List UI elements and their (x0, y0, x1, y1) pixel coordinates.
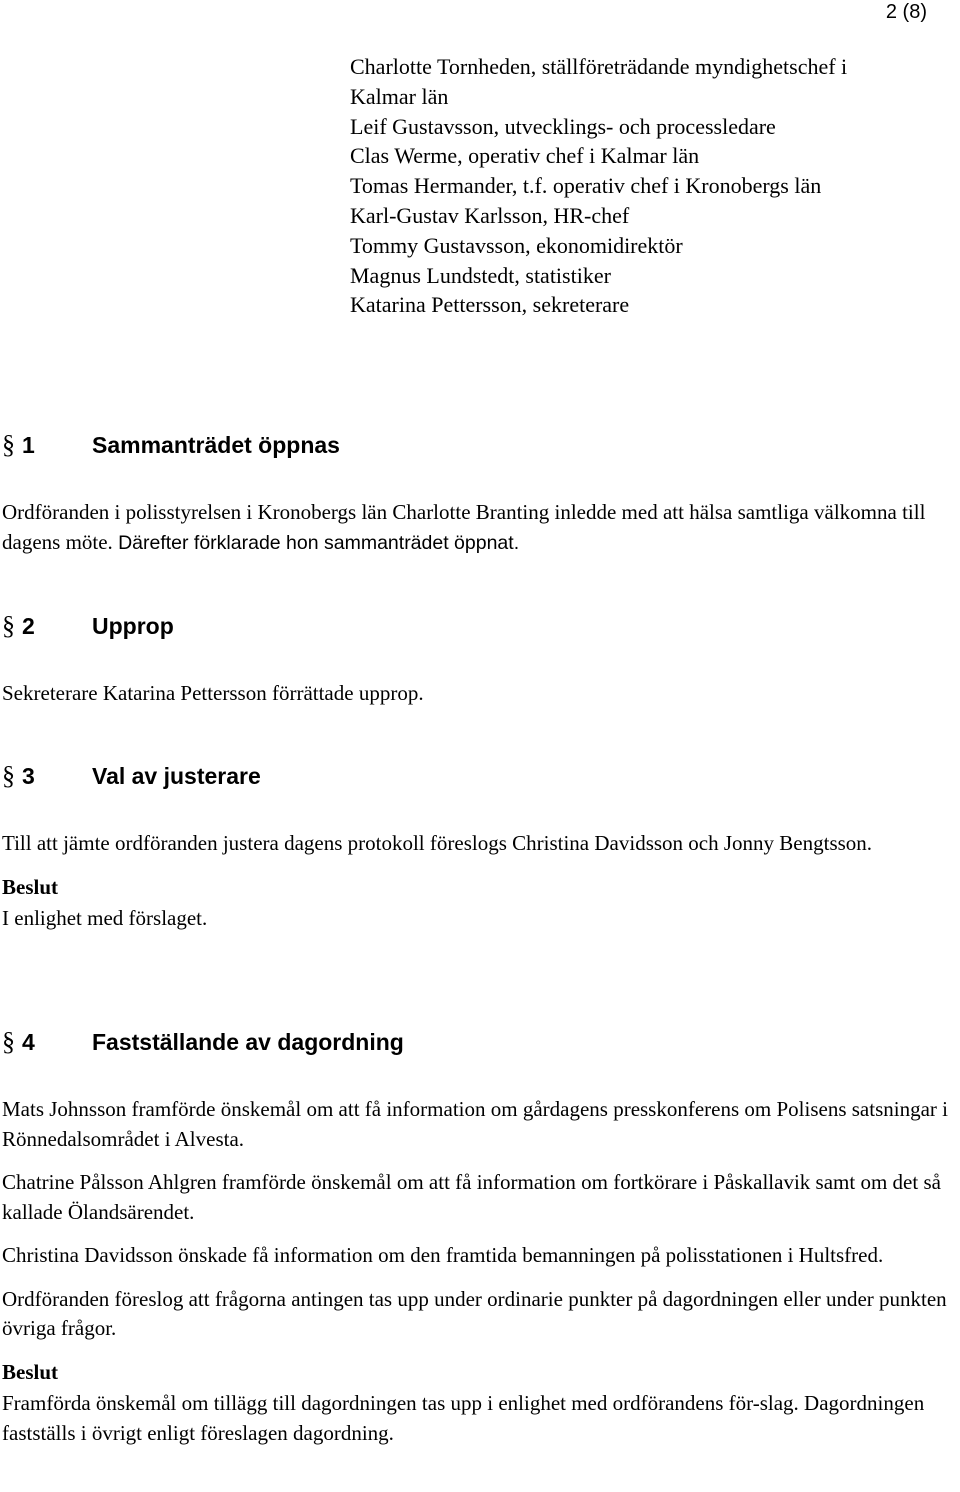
section-title: Upprop (92, 612, 174, 639)
section-heading (2, 611, 957, 641)
attendee-line: Clas Werme, operativ chef i Kalmar län (350, 143, 700, 169)
section-number: 2 (22, 612, 35, 639)
section-4 (2, 1027, 957, 1448)
attendee-list (350, 52, 950, 320)
paragraph-text: Ordföranden i polisstyrelsen i Kronobergs län Charlotte Branting inledde med att hälsa samtliga välkomna till dagens möte. (2, 500, 926, 554)
section-paragraph: Ordföranden föreslog att frågorna antingen tas upp under ordinarie punkter på dagordningen eller under punkten övriga frågor. (2, 1286, 947, 1340)
section-2 (2, 611, 957, 709)
section-paragraph: Christina Davidsson önskade få information om den framtida bemanningen på polisstationen i Hultsfred. (2, 1243, 884, 1267)
section-3 (2, 761, 957, 934)
section-title: Sammanträdet öppnas (92, 431, 340, 458)
section-symbol: § (2, 430, 15, 459)
section-paragraph: Chatrine Pålsson Ahlgren framförde önskemål om att få information om fortkörare i Påskallavik samt om det så kallade Ölandsärendet. (2, 1170, 941, 1224)
beslut-label: Beslut (2, 874, 59, 899)
beslut-label: Beslut (2, 1359, 59, 1384)
section-paragraph: Mats Johnsson framförde önskemål om att få information om gårdagens presskonferens om Polisens satsningar i Rönnedalsområdet i Alvesta. (2, 1097, 948, 1151)
page-number: 2 (8) (885, 1, 927, 23)
section-heading (2, 430, 957, 460)
section-title: Val av justerare (92, 762, 261, 789)
section-symbol: § (2, 1027, 15, 1056)
attendee-line: Magnus Lundstedt, statistiker (350, 262, 611, 288)
attendee-line: Kalmar län (350, 83, 449, 109)
section-paragraph: Sekreterare Katarina Pettersson förrättade upprop. (2, 681, 424, 705)
section-symbol: § (2, 611, 15, 640)
attendee-line: Charlotte Tornheden, ställföreträdande myndighetschef i (350, 54, 848, 79)
attendee-line: Tommy Gustavsson, ekonomidirektör (350, 232, 683, 258)
section-number: 3 (22, 762, 35, 789)
beslut-text: Framförda önskemål om tillägg till dagordningen tas upp i enlighet med ordförandens för-slag. Dagordningen fastställs i övrigt enligt föreslagen dagordning. (2, 1391, 925, 1445)
beslut-text: I enlighet med förslaget. (2, 906, 208, 930)
section-paragraph (2, 498, 957, 558)
section-1 (2, 430, 957, 558)
section-number: 1 (22, 431, 35, 458)
attendee-line: Katarina Pettersson, sekreterare (350, 292, 630, 318)
section-title: Fastställande av dagordning (92, 1028, 404, 1055)
paragraph-text-sans: Därefter förklarade hon sammanträdet öppnat. (118, 531, 520, 554)
section-symbol: § (2, 761, 15, 790)
attendee-line: Leif Gustavsson, utvecklings- och processledare (350, 113, 776, 139)
section-heading (2, 761, 957, 791)
section-number: 4 (22, 1028, 35, 1055)
section-paragraph: Till att jämte ordföranden justera dagens protokoll föreslogs Christina Davidsson och Jonny Bengtsson. (2, 831, 873, 855)
section-heading (2, 1027, 957, 1057)
attendee-line: Karl-Gustav Karlsson, HR-chef (350, 202, 630, 228)
attendee-line: Tomas Hermander, t.f. operativ chef i Kronobergs län (350, 173, 822, 199)
